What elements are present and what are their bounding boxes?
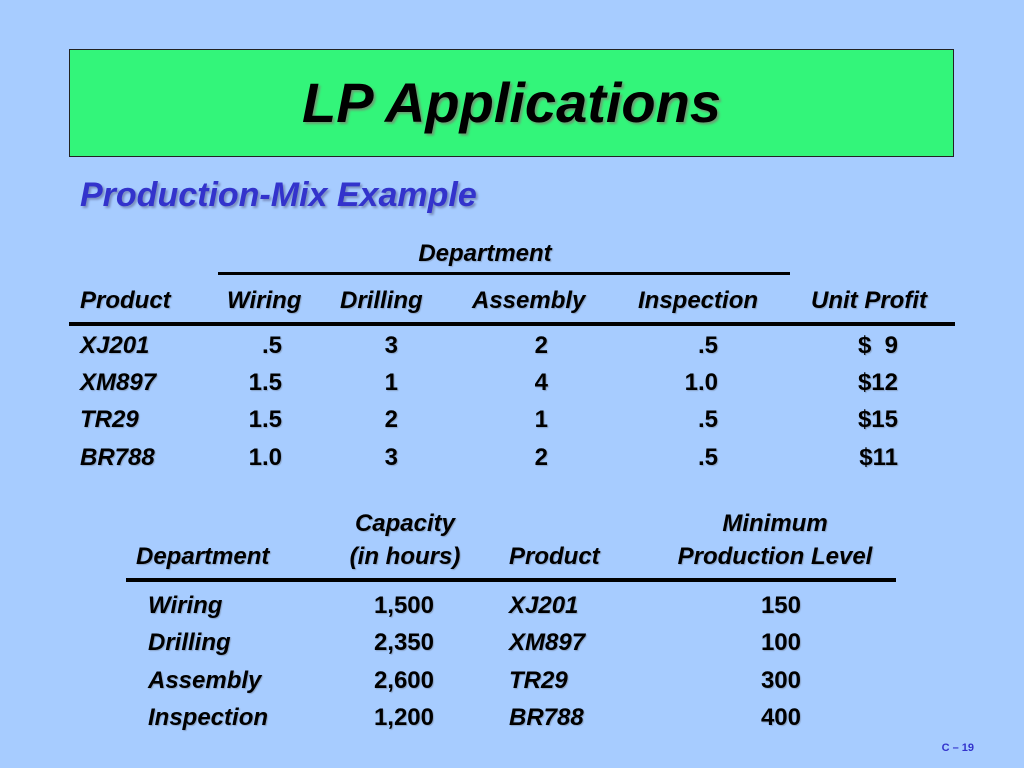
row-drilling: 1 [384,369,398,396]
row-capacity: 1,500 [373,592,434,619]
row-inspection: .5 [697,406,718,433]
row-assembly: 2 [534,444,548,471]
header-product: Product [509,543,600,570]
header-drilling: Drilling [340,287,423,314]
header-rule [69,322,955,326]
row-inspection: 1.0 [684,369,718,396]
row-department: Assembly [148,667,262,694]
row-profit: $12 [857,369,898,396]
row-department: Drilling [148,629,231,656]
header-unit-profit: Unit Profit [811,287,927,314]
header-capacity-line1: Capacity [354,510,456,537]
row-drilling: 3 [384,332,398,359]
row-product: XM897 [509,629,586,656]
row-drilling: 3 [384,444,398,471]
header-department: Department [136,543,270,570]
row-assembly: 1 [534,406,548,433]
row-wiring: .5 [261,332,282,359]
row-assembly: 4 [534,369,548,396]
row-inspection: .5 [697,444,718,471]
row-product: TR29 [80,406,139,433]
slide-number: C – 19 [941,742,974,754]
row-wiring: 1.0 [248,444,282,471]
row-product: XJ201 [509,592,579,619]
department-group-header: Department [418,240,552,267]
header-product: Product [80,287,171,314]
header-minimum-line1: Minimum [722,510,828,537]
row-wiring: 1.5 [248,406,282,433]
row-inspection: .5 [697,332,718,359]
row-capacity: 2,600 [373,667,434,694]
row-capacity: 1,200 [373,704,434,731]
title-box [69,49,954,157]
row-assembly: 2 [534,332,548,359]
row-minimum: 300 [760,667,801,694]
department-rule [218,272,790,275]
header-minimum-line2: Production Level [677,543,873,570]
row-profit: $ 9 [857,332,898,359]
row-minimum: 100 [760,629,801,656]
row-wiring: 1.5 [248,369,282,396]
row-product: XM897 [80,369,157,396]
row-profit: $15 [857,406,898,433]
header-capacity-line2: (in hours) [349,543,461,570]
row-minimum: 150 [760,592,801,619]
slide-subtitle: Production-Mix Example [80,176,477,214]
row-profit: $11 [859,444,898,471]
row-product: BR788 [80,444,155,471]
row-department: Wiring [148,592,223,619]
table2-header-rule [126,578,896,582]
row-product: XJ201 [80,332,150,359]
row-minimum: 400 [760,704,801,731]
row-product: TR29 [509,667,568,694]
header-wiring: Wiring [227,287,302,314]
slide-title: LP Applications [302,71,721,134]
header-assembly: Assembly [472,287,586,314]
header-inspection: Inspection [638,287,759,314]
row-capacity: 2,350 [373,629,434,656]
row-product: BR788 [509,704,584,731]
row-department: Inspection [148,704,269,731]
row-drilling: 2 [384,406,398,433]
